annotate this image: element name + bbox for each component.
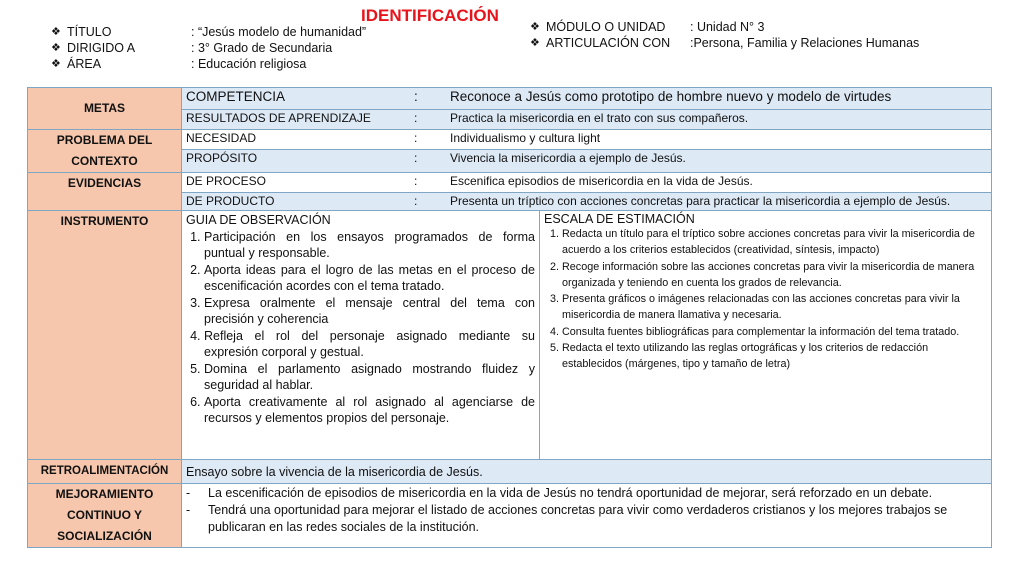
escala-title: ESCALA DE ESTIMACIÓN <box>544 212 695 226</box>
list-item: 2. Recoge información sobre las acciones concretas para vivir la misericordia de manera organizada y teniendo en cuenta los grados de relevancia. <box>562 259 987 292</box>
producto-key: DE PRODUCTO <box>186 194 275 208</box>
escala-list <box>544 226 987 373</box>
ident-row-articulacion <box>530 35 919 51</box>
guia-observacion-cell <box>182 211 540 460</box>
label-problema: PROBLEMA DEL CONTEXTO <box>28 130 182 173</box>
ident-key: ÁREA <box>67 57 102 71</box>
list-item: 6. Aporta creativamente al rol asignado al agenciarse de recursos y elementos propios del personaje. <box>204 394 535 427</box>
competencia-value: Reconoce a Jesús como prototipo de hombre nuevo y modelo de virtudes <box>450 89 892 104</box>
proceso-cell <box>182 173 992 193</box>
retro-cell: Ensayo sobre la vivencia de la misericordia de Jesús. <box>182 460 992 484</box>
list-item: 3. Presenta gráficos o imágenes relacionadas con las acciones concretas para vivir la misericordia de manera llamativa y necesaria. <box>562 291 987 324</box>
list-item: 1. Redacta un título para el tríptico sobre acciones concretas para vivir la misericordia de acuerdo a los criterios establecidos (creatividad, síntesis, impacto) <box>562 226 987 259</box>
guia-title: GUIA DE OBSERVACIÓN <box>186 213 331 227</box>
separator: : <box>414 89 418 104</box>
identification-right <box>530 19 919 51</box>
resultados-cell <box>182 110 992 130</box>
producto-cell <box>182 193 992 211</box>
page-title: IDENTIFICACIÓN <box>361 6 499 25</box>
list-item: 4. Consulta fuentes bibliográficas para complementar la información del tema tratado. <box>562 324 987 340</box>
ident-key: DIRIGIDO A <box>67 41 136 55</box>
ident-value: : “Jesús modelo de humanidad” <box>191 25 367 39</box>
mejora-text: Tendrá una oportunidad para mejorar el listado de acciones concretas para vivir como verdaderos cristianos y los mejores trabajos se publicaran en las redes sociales de la institución. <box>208 503 948 534</box>
list-item: 3. Expresa oralmente el mensaje central del tema con precisión y coherencia <box>204 295 535 328</box>
list-item: 5. Domina el parlamento asignado mostrando fluidez y seguridad al hablar. <box>204 361 535 394</box>
proceso-key: DE PROCESO <box>186 174 267 188</box>
label-instrumento: INSTRUMENTO <box>28 211 182 460</box>
label-mejoramiento: MEJORAMIENTO CONTINUO Y SOCIALIZACIÓN <box>28 484 182 548</box>
ident-value: :Persona, Familia y Relaciones Humanas <box>690 36 920 50</box>
ident-row-area <box>51 56 366 72</box>
mejora-text: La escenificación de episodios de misericordia en la vida de Jesús no tendrá oportunidad de mejorar, será reforzado en un debate. <box>208 486 933 500</box>
separator: : <box>414 111 418 125</box>
ident-key: MÓDULO O UNIDAD <box>546 20 666 34</box>
diamond-bullet-icon: ❖ <box>51 42 61 54</box>
diamond-bullet-icon: ❖ <box>530 21 540 33</box>
diamond-bullet-icon: ❖ <box>51 58 61 70</box>
separator: : <box>414 174 418 188</box>
separator: : <box>414 131 418 145</box>
planning-table <box>27 87 992 548</box>
list-item: 4. Refleja el rol del personaje asignado mediante su expresión corporal y gestual. <box>204 328 535 361</box>
diamond-bullet-icon: ❖ <box>51 26 61 38</box>
resultados-key: RESULTADOS DE APRENDIZAJE <box>186 111 371 125</box>
label-retroalimentacion: RETROALIMENTACIÓN <box>28 460 182 484</box>
list-item: 5. Redacta el texto utilizando las reglas ortográficas y los criterios de redacción establecidos (márgenes, tipo y tamaño de letra) <box>562 340 987 373</box>
label-evidencias: EVIDENCIAS <box>28 173 182 211</box>
ident-value: : 3° Grado de Secundaria <box>191 41 333 55</box>
proposito-value: Vivencia la misericordia a ejemplo de Jesús. <box>450 151 686 166</box>
ident-key: TÍTULO <box>67 25 112 39</box>
resultados-value: Practica la misericordia en el trato con sus compañeros. <box>450 111 749 125</box>
ident-key: ARTICULACIÓN CON <box>546 36 671 50</box>
proposito-cell <box>182 150 992 173</box>
proceso-value: Escenifica episodios de misericordia en la vida de Jesús. <box>450 174 753 188</box>
necesidad-key: NECESIDAD <box>186 131 257 145</box>
producto-value: Presenta un tríptico con acciones concretas para practicar la misericordia a ejemplo de Jesús. <box>450 194 951 208</box>
proposito-key: PROPÓSITO <box>186 151 258 166</box>
competencia-key: COMPETENCIA <box>186 89 286 104</box>
list-item <box>186 502 987 536</box>
dash-marker: - <box>186 486 191 500</box>
list-item <box>186 485 987 502</box>
list-item: 2. Aporta ideas para el logro de las metas en el proceso de escenificación acordes con el tema tratado. <box>204 262 535 295</box>
list-item: 1. Participación en los ensayos programados de forma puntual y responsable. <box>204 229 535 262</box>
necesidad-value: Individualismo y cultura light <box>450 131 601 145</box>
dash-marker: - <box>186 503 191 517</box>
separator: : <box>414 151 418 166</box>
ident-row-modulo <box>530 19 919 35</box>
guia-list <box>186 229 535 427</box>
separator: : <box>414 194 418 208</box>
ident-row-titulo <box>51 24 366 40</box>
diamond-bullet-icon: ❖ <box>530 37 540 49</box>
label-metas: METAS <box>28 88 182 130</box>
necesidad-cell <box>182 130 992 150</box>
ident-row-dirigido <box>51 40 366 56</box>
escala-estimacion-cell <box>540 211 992 460</box>
competencia-cell <box>182 88 992 110</box>
ident-value: : Unidad N° 3 <box>690 20 765 34</box>
ident-value: : Educación religiosa <box>191 57 307 71</box>
identification-left <box>51 24 366 72</box>
mejora-cell <box>182 484 992 548</box>
